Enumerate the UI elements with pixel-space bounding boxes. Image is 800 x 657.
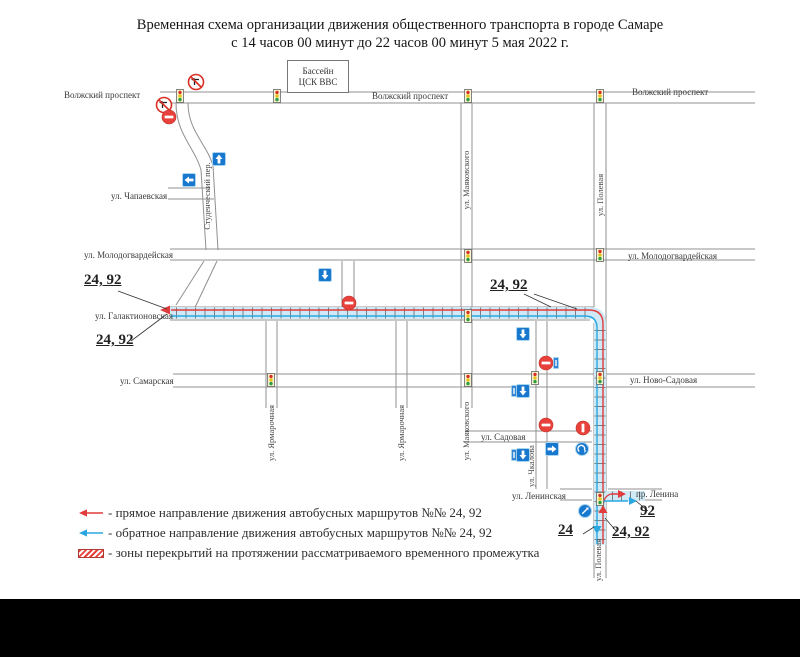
street-label-leninskaya: ул. Ленинская [512, 491, 566, 501]
no-left-turn-icon [189, 75, 204, 90]
street-label-polevaya-bottom: ул. Полевая [593, 538, 603, 582]
route-marker-24-92-bottom-right: 24, 92 [612, 524, 650, 540]
legend-item-forward [78, 503, 539, 523]
no-entry-icon [342, 296, 356, 310]
traffic-light-icon [465, 374, 472, 387]
one-way-right-icon [546, 443, 559, 456]
route-marker-24-92-top-right: 24, 92 [490, 277, 528, 293]
legend [78, 503, 539, 563]
street-label-chapaevskaya: ул. Чапаевская [111, 191, 168, 201]
legend-text-forward: - прямое направление движения автобусных маршрутов №№ 24, 92 [108, 505, 482, 520]
legend-item-reverse [78, 523, 539, 543]
one-way-left-icon [183, 174, 196, 187]
pool-csk-vvs-box [287, 60, 349, 93]
traffic-light-icon [597, 372, 604, 385]
title-line-2: с 14 часов 00 минут до 22 часов 00 минут 5 мая 2022 г. [231, 35, 569, 51]
route-marker-92-lenina: 92 [640, 503, 655, 519]
street-label-yarmarochnaya-1: ул. Ярмарочная [266, 404, 276, 462]
traffic-light-icon [274, 90, 281, 103]
blue-sign-bar-icon [512, 386, 517, 397]
street-label-samarskaya: ул. Самарская [120, 376, 174, 386]
street-label-chkalova: ул. Чкалова [526, 445, 536, 487]
one-way-down-icon [517, 328, 530, 341]
street-label-mayakovskogo-top: ул. Маяковского [461, 150, 471, 210]
route-marker-24-92-bottom-left: 24, 92 [96, 332, 134, 348]
street-label-volzhsky-right: Волжский проспект [632, 87, 709, 97]
street-label-yarmarochnaya-2: ул. Ярмарочная [396, 404, 406, 462]
forward-direction-arrow-icon [78, 507, 104, 519]
direction-detour-icon [579, 505, 592, 518]
bottom-black-bar [0, 599, 800, 657]
blue-sign-bar-icon [512, 450, 517, 461]
traffic-light-icon [465, 250, 472, 263]
legend-text-closures: - зоны перекрытий на протяжении рассматриваемого временного промежутка [108, 545, 540, 560]
reverse-direction-arrow-icon [78, 527, 104, 539]
one-way-down-icon [517, 385, 530, 398]
traffic-light-icon [532, 372, 539, 385]
street-label-sadovaya: ул. Садовая [481, 432, 526, 442]
traffic-light-icon [177, 90, 184, 103]
traffic-light-icon [597, 90, 604, 103]
street-label-volzhsky-mid: Волжский проспект [372, 91, 449, 101]
street-label-galaktionovskaya: ул. Галактионовская [95, 311, 174, 321]
street-label-lenina: пр. Ленина [636, 489, 679, 499]
traffic-light-icon [268, 374, 275, 387]
street-label-mayakovskogo-bottom: ул. Маяковского [461, 401, 471, 461]
traffic-light-icon [597, 249, 604, 262]
street-label-studencheskiy: Студенческий пер. [202, 162, 212, 230]
one-way-down-icon [319, 269, 332, 282]
legend-text-reverse: - обратное направление движения автобусных маршрутов №№ 24, 92 [108, 525, 492, 540]
street-label-molodogvardeyskaya-left: ул. Молодогвардейская [84, 250, 174, 260]
no-entry-icon [162, 110, 176, 124]
pool-box-line-1: Бассейн [302, 65, 334, 76]
traffic-light-icon [465, 310, 472, 323]
marker-pointer-lines [118, 291, 648, 534]
one-way-up-icon [213, 153, 226, 166]
route-marker-24-polevaya: 24 [558, 522, 573, 538]
title-line-1: Временная схема организации движения общественного транспорта в городе Самаре [136, 17, 664, 33]
route-marker-24-92-top-left: 24, 92 [84, 272, 122, 288]
traffic-light-icon [465, 90, 472, 103]
no-entry-icon [539, 356, 553, 370]
no-stopping-icon [576, 421, 590, 435]
no-entry-icon [539, 418, 553, 432]
blue-sign-bar-icon [554, 358, 559, 369]
street-label-polevaya-top: ул. Полевая [595, 173, 605, 217]
traffic-light-icon [597, 493, 604, 506]
street-label-molodogvardeyskaya-right: ул. Молодогвардейская [628, 251, 718, 261]
legend-item-closures [78, 543, 539, 563]
mandatory-turn-icon [576, 443, 589, 456]
street-label-volzhsky-left: Волжский проспект [64, 90, 141, 100]
page-title [0, 16, 800, 52]
traffic-lights [177, 90, 604, 506]
street-label-novo-sadovaya: ул. Ново-Садовая [630, 375, 698, 385]
pool-box-line-2: ЦСК ВВС [298, 76, 338, 87]
closure-zone-swatch-icon [78, 547, 104, 559]
